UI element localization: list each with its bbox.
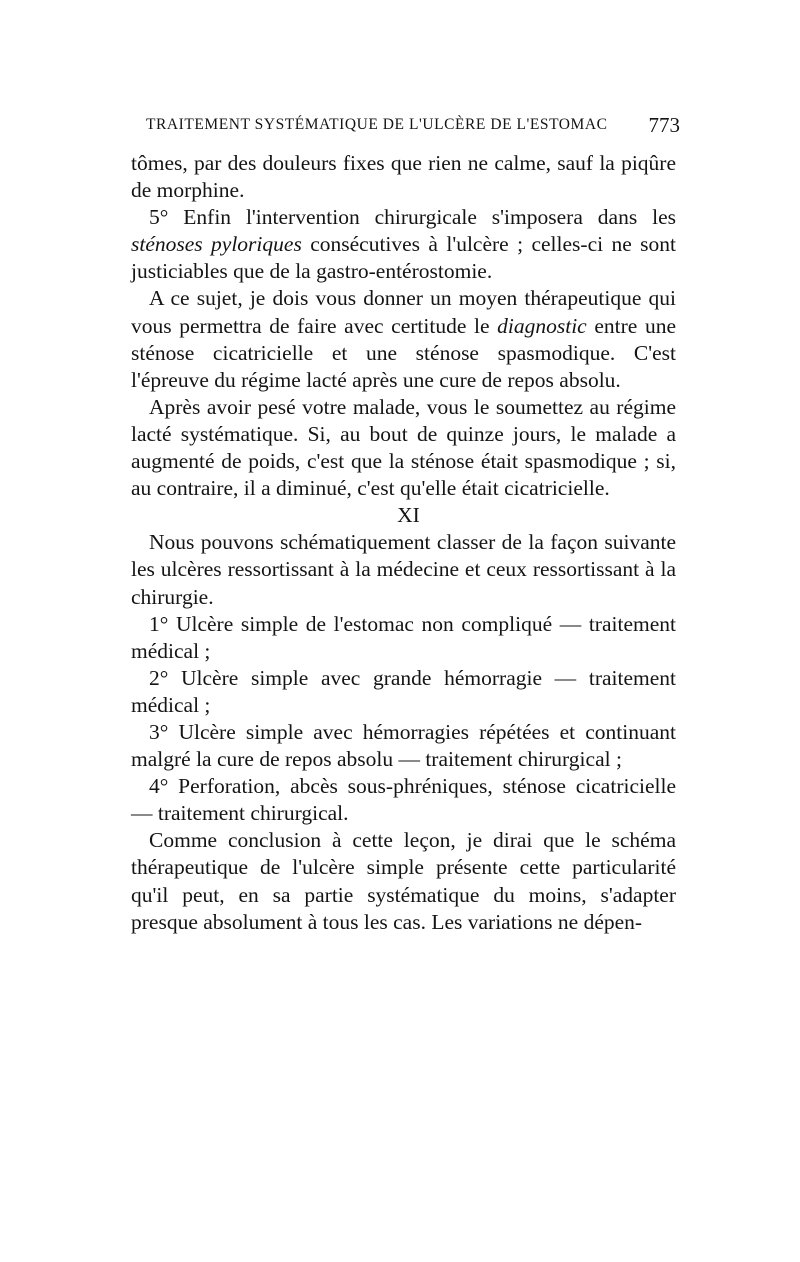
paragraph-item-5-end: consécutives à l'ulcère ; celles-ci ne sont justiciables que de la gastro-entérostomie. [131, 232, 676, 284]
paragraph-classification: Nous pouvons schématiquement classer de la façon suivante les ulcères ressortissant à la médecine et ceux ressortissant à la chirurgie. [131, 530, 676, 609]
paragraph-regime-lacte: Après avoir pesé votre malade, vous le soumettez au régime lacté systématique. Si, au bout de quinze jours, le malade a augmenté de poids, c'est que la sténose était spasmodique ; si, au contraire, il a diminué, c'est qu'elle était cicatricielle. [131, 394, 676, 501]
paragraph-diagnostic-end: entre une sténose cicatricielle et une sténose spasmodique. C'est l'épreuve du régime lacté après une cure de repos absolu. [131, 313, 676, 392]
paragraph-diagnostic [131, 285, 676, 393]
list-item-3: 3° Ulcère simple avec hémorragies répétées et continuant malgré la cure de repos absolu — traitement chirurgical ; [131, 719, 676, 772]
section-heading: XI [397, 503, 420, 528]
italic-diagnostic: diagnostic [497, 313, 587, 338]
paragraph-diagnostic-start: A ce sujet, je dois vous donner un moyen thérapeutique qui vous permettra de faire avec certitude le [131, 286, 676, 338]
paragraph-conclusion: Comme conclusion à cette leçon, je dirai que le schéma thérapeutique de l'ulcère simple présente cette particularité qu'il peut, en sa partie systématique du moins, s'adapter presque absolument à tous les cas. Les variations ne dépen- [131, 828, 676, 934]
paragraph-item-5 [131, 204, 676, 285]
list-item-1: 1° Ulcère simple de l'estomac non compliqué — traitement médical ; [131, 611, 676, 663]
paragraph-continuation: tômes, par des douleurs fixes que rien ne calme, sauf la piqûre de morphine. [131, 151, 676, 203]
page-number: 773 [648, 113, 680, 137]
body-text [131, 150, 676, 936]
paragraph-item-5-start: 5° Enfin l'intervention chirurgicale s'imposera dans les [149, 205, 676, 230]
list-item-4: 4° Perforation, abcès sous-phréniques, sténose cicatricielle — traitement chirurgical. [131, 774, 676, 826]
list-item-2: 2° Ulcère simple avec grande hémorragie — traitement médical ; [131, 665, 676, 717]
running-head [146, 113, 680, 140]
italic-stenoses-pyloriques: sténoses pyloriques [131, 232, 302, 257]
running-title: TRAITEMENT SYSTÉMATIQUE DE L'ULCÈRE DE L'ESTOMAC [146, 116, 608, 133]
